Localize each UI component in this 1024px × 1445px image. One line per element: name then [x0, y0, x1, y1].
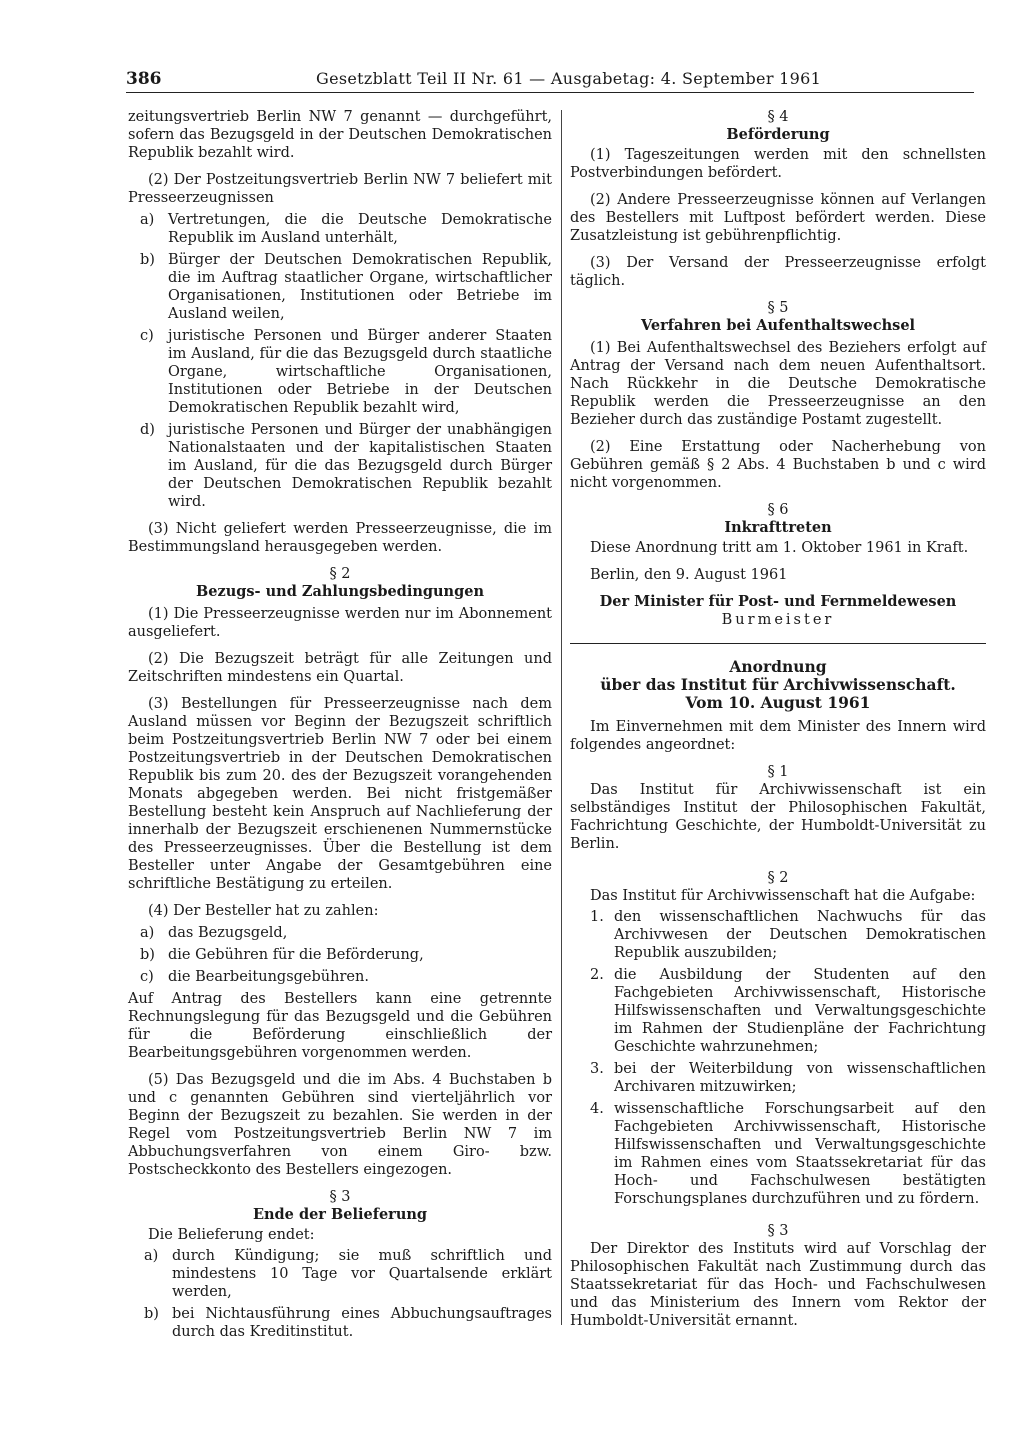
section-4-title: Beförderung [726, 126, 830, 143]
section-6-title: Inkrafttreten [724, 519, 832, 536]
section-5-title: Verfahren bei Aufenthaltswechsel [640, 317, 916, 334]
decree-section-1-text: Das Institut für Archivwissenschaft ist ein selbständiges Institut der Philosophischen Fakultät, Fachrichtung Geschichte, der Humboldt-Universität zu Berlin. [570, 782, 986, 852]
list-item: a) Vertretungen, die die Deutsche Demokratische Republik im Ausland unterhält, [140, 212, 552, 246]
list-item: 4. wissenschaftliche Forschungsarbeit auf den Fachgebieten Archivwissenschaft, Historische Hilfswissenschaften und Verwaltungsgeschichte im Rahmen eines vom Staatssekretariat für das Hoch- und Fachschulwesen bestätigten Forschungsplanes durchzuführen und zu fördern. [590, 1101, 986, 1207]
list-item: b) bei Nichtausführung eines Abbuchungsauftrages durch das Kreditinstitut. [144, 1306, 552, 1340]
section-2-paragraph-1: (1) Die Presseerzeugnisse werden nur im Abonnement ausgeliefert. [128, 606, 552, 640]
decree-subtitle: über das Institut für Archivwissenschaft. [600, 675, 956, 694]
section-4-number: § 4 [767, 109, 789, 125]
section-6-text: Diese Anordnung tritt am 1. Oktober 1961 in Kraft. [590, 540, 969, 556]
section-3-title: Ende der Belieferung [252, 1206, 428, 1223]
intro-paragraph: zeitungsvertrieb Berlin NW 7 genannt — durchgeführt, sofern das Bezugsgeld in der Deutschen Demokratischen Republik bezahlt wird. [128, 109, 552, 161]
right-column [570, 108, 986, 1339]
decree-intro: Im Einvernehmen mit dem Minister des Innern wird folgendes angeordnet: [570, 719, 986, 753]
section-5-paragraph-1: (1) Bei Aufenthaltswechsel des Beziehers erfolgt auf Antrag der Versand nach dem neuen Aufenthaltsort. Nach Rückkehr in die Deutsche Demokratische Republik werden die Presseerzeugnisse an den Bezieher durch das zuständige Postamt zugestellt. [570, 340, 986, 428]
list-item: a) das Bezugsgeld, [140, 925, 288, 941]
section-6-number: § 6 [767, 502, 789, 518]
page-header [126, 66, 974, 93]
date-line: Berlin, den 9. August 1961 [590, 567, 788, 583]
header-title: Gesetzblatt Teil II Nr. 61 — Ausgabetag: 4. September 1961 [316, 69, 822, 88]
column-divider [561, 110, 562, 1325]
signer-title: Der Minister für Post- und Fernmeldewesen [599, 593, 957, 610]
section-2-paragraph-5: (5) Das Bezugsgeld und die im Abs. 4 Buchstaben b und c genannten Gebühren sind vierteljährlich vor Beginn der Bezugszeit zu bezahlen. Sie werden in der Regel vom Postzeitungsvertrieb Berlin NW 7 im Abbuchungsverfahren von einem Giro- bzw. Postscheckkonto des Bestellers eingezogen. [128, 1072, 552, 1178]
list-item: 1. den wissenschaftlichen Nachwuchs für das Archivwesen der Deutschen Demokratischen Republik auszubilden; [590, 909, 986, 961]
list-item: c) juristische Personen und Bürger anderer Staaten im Ausland, für die das Bezugsgeld durch staatliche Organe, wirtschaftliche Organisationen, Institutionen oder Betriebe in der Deutschen Demokratischen Republik bezahlt wird, [140, 328, 552, 416]
section-4-paragraph-2: (2) Andere Presseerzeugnisse können auf Verlangen des Bestellers mit Luftpost befördert werden. Diese Zusatzleistung ist gebührenpflichtig. [570, 192, 986, 244]
section-2-paragraph-3: (3) Bestellungen für Presseerzeugnisse nach dem Ausland müssen vor Beginn der Bezugszeit schriftlich beim Postzeitungsvertrieb Berlin NW 7 oder bei einem Postzeitungsvertrieb in der Deutschen Demokratischen Republik bis zum 20. des der Bezugszeit vorangehenden Monats abgegeben werden. Bei nicht fristgemäßer Bestellung besteht kein Anspruch auf Nachlieferung der innerhalb der Bezugszeit erschienenen Nummernstücke des Presseerzeugnisses. Über die Bestellung ist dem Besteller unter Angabe der Gesamtgebühren eine schriftliche Bestätigung zu erteilen. [128, 696, 552, 892]
section-3-number: § 3 [329, 1189, 351, 1205]
list-item: a) durch Kündigung; sie muß schriftlich und mindestens 10 Tage vor Quartalsende erklärt werden, [144, 1248, 552, 1300]
paragraph-3: (3) Nicht geliefert werden Presseerzeugnisse, die im Bestimmungsland herausgegeben werden. [128, 521, 552, 555]
section-4-paragraph-1: (1) Tageszeitungen werden mit den schnellsten Postverbindungen befördert. [570, 147, 986, 181]
decree-title: Anordnung [729, 657, 827, 676]
section-2-paragraph-4-tail: Auf Antrag des Bestellers kann eine getrennte Rechnungslegung für das Bezugsgeld und die Gebühren für die Beförderung einschließlich der Bearbeitungsgebühren vorgenommen werden. [128, 991, 552, 1061]
section-5-number: § 5 [767, 300, 789, 316]
decree-section-2-lead: Das Institut für Archivwissenschaft hat die Aufgabe: [590, 888, 976, 904]
section-3-lead: Die Belieferung endet: [148, 1227, 315, 1243]
list-item: c) die Bearbeitungsgebühren. [140, 969, 369, 985]
list-item: b) die Gebühren für die Beförderung, [140, 947, 424, 963]
list-item: 2. die Ausbildung der Studenten auf den Fachgebieten Archivwissenschaft, Historische Hilfswissenschaften und Verwaltungsgeschichte im Rahmen der Studienpläne der Fachrichtung Geschichte wahrzunehmen; [590, 967, 986, 1055]
list-item: 3. bei der Weiterbildung von wissenschaftlichen Archivaren mitzuwirken; [590, 1061, 986, 1095]
section-2-paragraph-4-lead: (4) Der Besteller hat zu zahlen: [148, 903, 379, 919]
section-5-paragraph-2: (2) Eine Erstattung oder Nacherhebung von Gebühren gemäß § 2 Abs. 4 Buchstaben b und c wird nicht vorgenommen. [570, 439, 986, 491]
section-2-paragraph-2: (2) Die Bezugszeit beträgt für alle Zeitungen und Zeitschriften mindestens ein Quartal. [128, 651, 552, 685]
signer-name: Burmeister [721, 612, 835, 628]
paragraph-2-lead: (2) Der Postzeitungsvertrieb Berlin NW 7 beliefert mit Presseerzeugnissen [128, 172, 552, 206]
decree-section-3-text: Der Direktor des Instituts wird auf Vorschlag der Philosophischen Fakultät nach Zustimmung durch das Staatssekretariat für das Hoch- und Fachschulwesen und das Ministerium des Innern vom Rektor der Humboldt-Universität ernannt. [570, 1241, 986, 1329]
left-column [128, 108, 552, 1345]
list-item: d) juristische Personen und Bürger der unabhängigen Nationalstaaten und der kapitalistischen Staaten im Ausland, für die das Bezugsgeld durch Bürger der Deutschen Demokratischen Republik bezahlt wird. [140, 422, 552, 510]
decree-section-3-number: § 3 [767, 1223, 789, 1239]
section-2-title: Bezugs- und Zahlungsbedingungen [196, 583, 484, 600]
decree-date: Vom 10. August 1961 [685, 693, 871, 712]
list-item: b) Bürger der Deutschen Demokratischen Republik, die im Auftrag staatlicher Organe, wirtschaftlicher Organisationen, Institutionen oder Betriebe im Ausland weilen, [140, 252, 552, 322]
page-number: 386 [126, 69, 162, 89]
section-2-number: § 2 [329, 566, 351, 582]
section-divider [570, 643, 986, 644]
decree-section-2-number: § 2 [767, 870, 789, 886]
decree-section-1-number: § 1 [767, 764, 789, 780]
section-4-paragraph-3: (3) Der Versand der Presseerzeugnisse erfolgt täglich. [570, 255, 986, 289]
